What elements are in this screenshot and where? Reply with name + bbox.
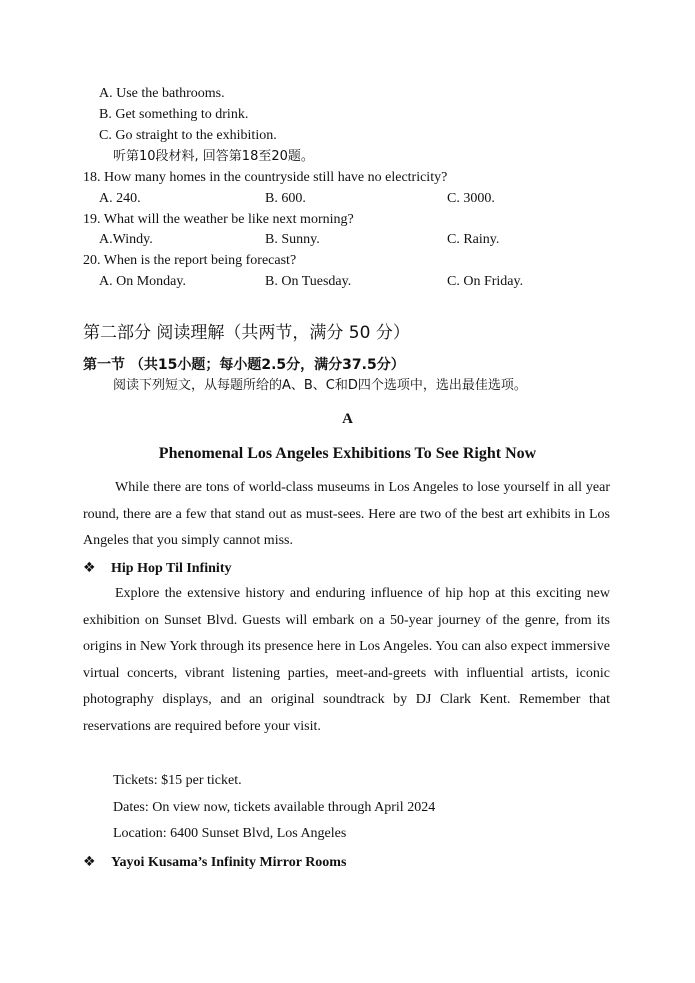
exhibit-1-location: Location: 6400 Sunset Blvd, Los Angeles — [113, 826, 347, 841]
prev-option-b: B. Get something to drink. — [99, 107, 249, 122]
part2-heading: 第二部分 阅读理解（共两节，满分 50 分） — [83, 323, 410, 343]
exhibit-1-tickets: Tickets: $15 per ticket. — [113, 773, 242, 788]
passage-title: Phenomenal Los Angeles Exhibitions To See Right Now — [158, 445, 537, 462]
question-19-option-b: B. Sunny. — [265, 232, 320, 247]
exhibit-1-name: Hip Hop Til Infinity — [111, 561, 232, 576]
question-20-option-a: A. On Monday. — [99, 274, 186, 289]
exhibit-1-description: Explore the extensive history and enduring influence of hip hop at this exciting new exhibition on Sunset Blvd. Guests will embark on a 50-year journey of the genre, from its origins in New York through its presence here in Los Angeles. You can also expect immersive virtual concerts, vibrant listening parties, meet-and-greets with influential artists, iconic photography displays, and an original soundtrack by DJ Clark Kent. Remember that reservations are required before your visit. — [83, 586, 610, 734]
question-18-option-b: B. 600. — [265, 191, 306, 206]
question-18-option-c: C. 3000. — [447, 191, 495, 206]
exhibit-2-heading — [83, 852, 346, 873]
question-20-stem: 20. When is the report being forecast? — [83, 253, 297, 268]
question-20-option-b: B. On Tuesday. — [265, 274, 352, 289]
section1-heading: 第一节 （共15小题；每小题2.5分，满分37.5分） — [83, 357, 405, 373]
prev-option-a: A. Use the bathrooms. — [99, 86, 225, 101]
diamond-bullet-icon: ❖ — [83, 854, 96, 870]
question-19-option-c: C. Rainy. — [447, 232, 500, 247]
exhibit-1-heading — [83, 558, 231, 579]
question-18-stem: 18. How many homes in the countryside still have no electricity? — [83, 170, 448, 185]
question-19-stem: 19. What will the weather be like next morning? — [83, 212, 354, 227]
question-18-option-a: A. 240. — [99, 191, 141, 206]
section1-instruction: 阅读下列短文，从每题所给的A、B、C和D四个选项中，选出最佳选项。 — [113, 378, 527, 393]
passage-letter: A — [342, 411, 353, 427]
prev-option-c: C. Go straight to the exhibition. — [99, 128, 277, 143]
question-19-option-a: A.Windy. — [99, 232, 153, 247]
diamond-bullet-icon: ❖ — [83, 560, 96, 576]
intro-paragraph: While there are tons of world-class museums in Los Angeles to lose yourself in all year round, there are a few that stand out as must-sees. Here are two of the best art exhibits in Los Angeles that you simply cannot miss. — [83, 480, 610, 548]
exhibit-2-name: Yayoi Kusama’s Infinity Mirror Rooms — [111, 855, 347, 870]
listening-instruction: 听第10段材料, 回答第18至20题。 — [113, 149, 314, 164]
question-20-option-c: C. On Friday. — [447, 274, 524, 289]
exhibit-1-dates: Dates: On view now, tickets available through April 2024 — [113, 800, 436, 815]
